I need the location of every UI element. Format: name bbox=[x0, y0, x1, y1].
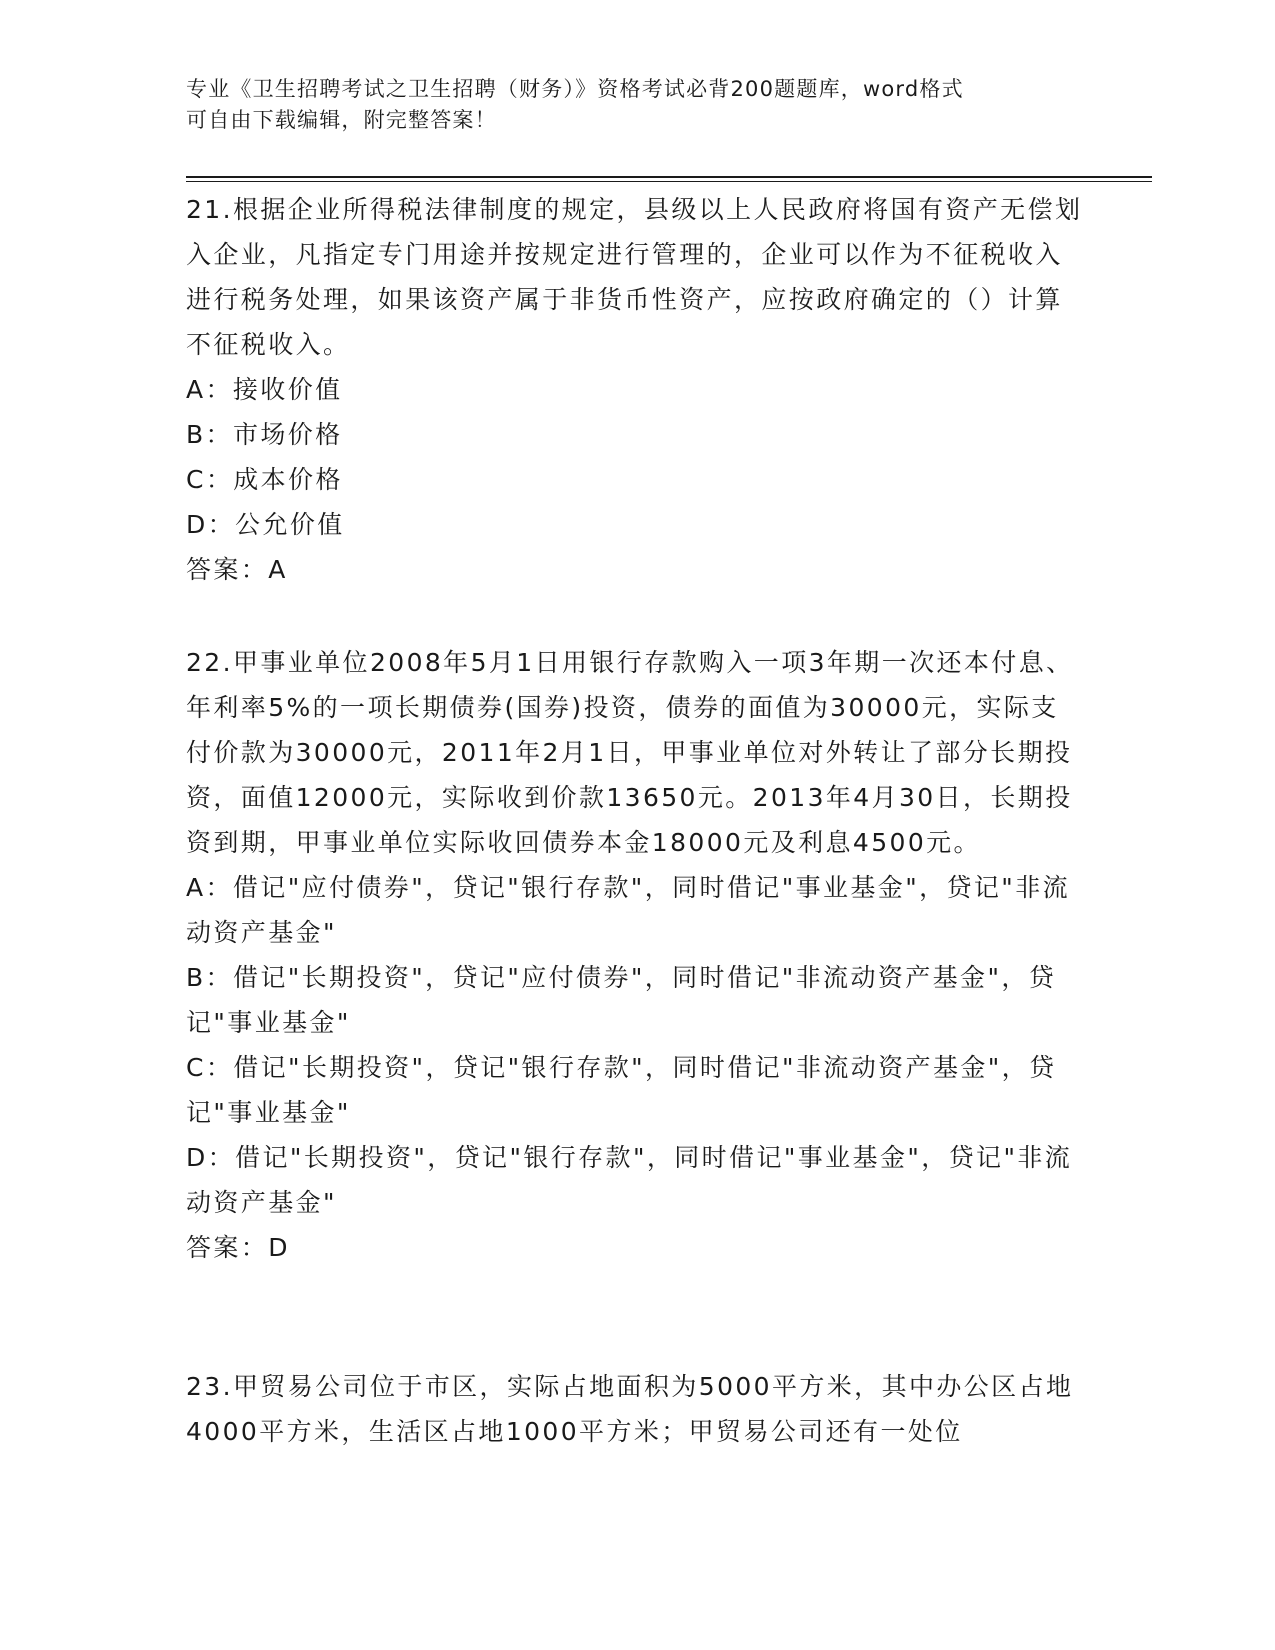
option-b: B：市场价格 bbox=[186, 420, 343, 449]
option-c: C：成本价格 bbox=[186, 465, 343, 494]
document-header bbox=[186, 74, 1066, 136]
header-subtitle-line: 可自由下载编辑，附完整答案！ bbox=[186, 108, 497, 132]
option-c: C：借记"长期投资"，贷记"银行存款"，同时借记"非流动资产基金"，贷记"事业基金" bbox=[186, 1053, 1057, 1127]
answer-label: 答案：D bbox=[186, 1233, 290, 1262]
header-title-line: 专业《卫生招聘考试之卫生招聘（财务）》资格考试必背200题题库，word格式 bbox=[186, 77, 964, 101]
header-divider-thick bbox=[186, 176, 1152, 178]
question-22 bbox=[186, 640, 1086, 1270]
option-d: D：借记"长期投资"，贷记"银行存款"，同时借记"事业基金"，贷记"非流动资产基金" bbox=[186, 1143, 1073, 1217]
question-23 bbox=[186, 1364, 1086, 1454]
question-text: 22.甲事业单位2008年5月1日用银行存款购入一项3年期一次还本付息、年利率5%的一项长期债券(国券)投资，债券的面值为30000元，实际支付价款为30000元，2011年2月1日，甲事业单位对外转让了部分长期投资，面值12000元，实际收到价款13650元。2013年4月30日，长期投资到期，甲事业单位实际收回债券本金18000元及利息4500元。 bbox=[186, 648, 1074, 857]
option-a: A：借记"应付债券"，贷记"银行存款"，同时借记"事业基金"，贷记"非流动资产基金" bbox=[186, 873, 1070, 947]
option-a: A：接收价值 bbox=[186, 375, 343, 404]
option-b: B：借记"长期投资"，贷记"应付债券"，同时借记"非流动资产基金"，贷记"事业基金" bbox=[186, 963, 1057, 1037]
answer-label: 答案：A bbox=[186, 555, 288, 584]
header-divider-thin bbox=[186, 181, 1152, 182]
question-text: 21.根据企业所得税法律制度的规定，县级以上人民政府将国有资产无偿划入企业，凡指定专门用途并按规定进行管理的，企业可以作为不征税收入进行税务处理，如果该资产属于非货币性资产，应按政府确定的（）计算不征税收入。 bbox=[186, 195, 1083, 359]
question-21 bbox=[186, 187, 1086, 592]
question-text: 23.甲贸易公司位于市区，实际占地面积为5000平方米，其中办公区占地4000平方米，生活区占地1000平方米；甲贸易公司还有一处位 bbox=[186, 1372, 1074, 1446]
option-d: D：公允价值 bbox=[186, 510, 345, 539]
